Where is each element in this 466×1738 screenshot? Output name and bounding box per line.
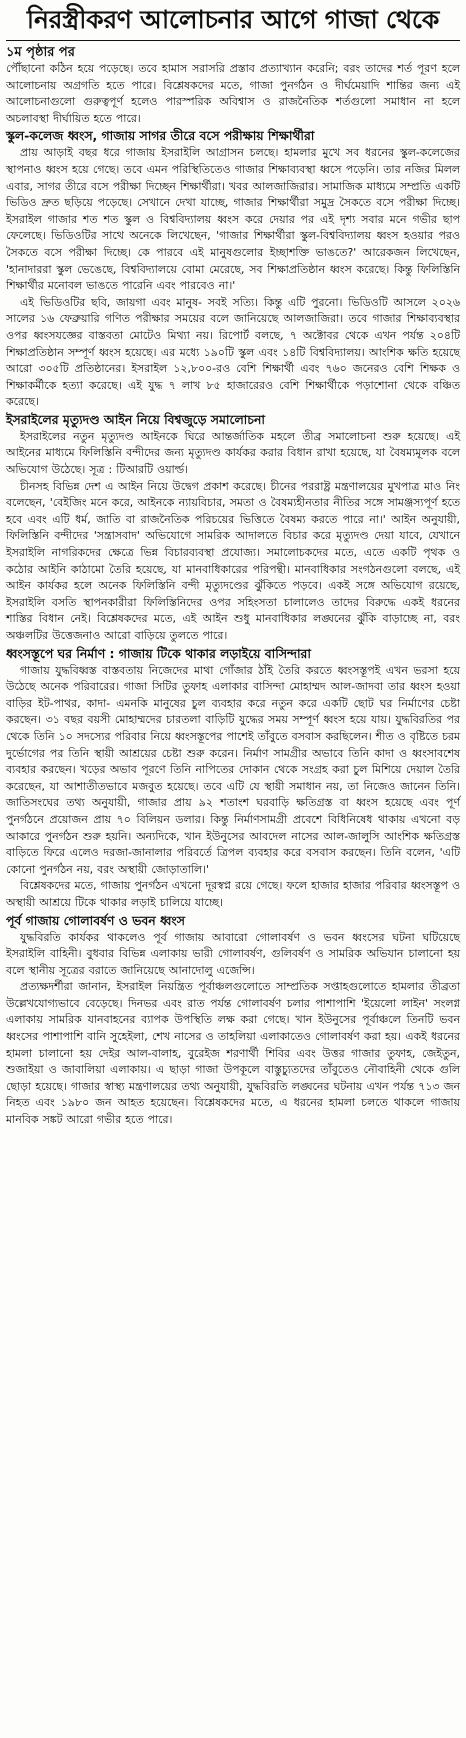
section-paragraph: চীনসহ বিভিন্ন দেশ এ আইন নিয়ে উদ্বেগ প্রকাশ করেছে। চীনের পররাষ্ট্র মন্ত্রণালয়ের মুখপাত্র মাও নিং বলেছেন, 'বেইজিং মনে করে, আইনকে ন্যায়বিচার, সমতা ও বৈষম্যহীনতার নীতির সঙ্গে সামঞ্জস্যপূর্ণ হতে হবে এবং এটি ধর্ম, জাতি বা রাজনৈতিক পরিচয়ের ভিত্তিতে বৈষম্য করতে পারে না।' আইন অনুযায়ী, ফিলিস্তিনি বন্দীদের 'সন্ত্রাসবাদ' অভিযোগে সামরিক আদালতে বিচার করে মৃত্যুদণ্ড দেয়া যাবে, যেখানে ইসরাইলি নাগরিকদের ক্ষেত্রে ভিন্ন বিচারব্যবস্থা প্রযোজ্য। সমালোচকদের মতে, এতে একটি পৃথক ও কঠোর আইনি কাঠামো তৈরি হয়েছে, যা মানবাধিকারের পরিপন্থী। মানবাধিকার সংগঠনগুলো বলছে, এই আইন কার্যকর হলে অনেক ফিলিস্তিনি বন্দী মৃত্যুদণ্ডের ঝুঁকিতে পড়বে। একই সঙ্গে অভিযোগ রয়েছে, ইসরাইলি বসতি স্থাপনকারীরা ফিলিস্তিনিদের ওপর সহিংসতা চালালেও তাদের বিরুদ্ধে একই ধরনের শাস্তির বিধান নেই। বিশ্লেষকদের মতে, এই আইন শুধু মানবাধিকার লঙ্ঘনের ঝুঁকি বাড়াচ্ছে না, বরং অঞ্চলটির উত্তেজনাও আরো বাড়িয়ে তুলতে পারে। <box>6 479 460 642</box>
section-paragraph: গাজায় যুদ্ধবিধ্বস্ত বাস্তবতায় নিজেদের মাথা গোঁজার ঠাঁই তৈরি করতে ধ্বংসস্তূপই এখন ভরসা হয়ে উঠেছে অনেক পরিবারের। গাজা সিটির তুফাহ এলাকার বাসিন্দা মোহাম্মদ আল-জাদবা তার ধ্বংস হওয়া বাড়ির ইট-পাথর, কাদা- এমনকি মানুষের চুল ব্যবহার করে নতুন করে একটি ছোট ঘর নির্মাণের চেষ্টা করছেন। ৩১ বছর বয়সী মোহাম্মদের চারতলা বাড়িটি যুদ্ধের সময় সম্পূর্ণ ধ্বংস হয়ে যায়। যুদ্ধবিরতির পর থেকে তিনি ১০ সদস্যের পরিবার নিয়ে ধ্বংসস্তূপের পাশেই তাঁবুতে বসবাস করছিলেন। শীত ও বৃষ্টিতে চরম দুর্ভোগের পর তিনি স্থায়ী আশ্রয়ের চেষ্টা শুরু করেন। নির্মাণ সামগ্রীর অভাবে তিনি কাদা ও ধ্বংসাবশেষ ব্যবহার করছেন। খড়ের অভাব পূরণে তিনি নাপিতের দোকান থেকে সংগ্রহ করা চুল মিশিয়ে দেয়াল তৈরি করেছেন, যা আশাতীতভাবে মজবুত হয়েছে। তবে এটি যে স্থায়ী সমাধান নয়, তা নিজেও জানেন তিনি। জাতিসংঘের তথ্য অনুযায়ী, গাজার প্রায় ৯২ শতাংশ ঘরবাড়ি ক্ষতিগ্রস্ত বা ধ্বংস হয়েছে এবং পূর্ণ পুনর্গঠনে প্রয়োজন প্রায় ৭০ বিলিয়ন ডলার। কিন্তু নির্মাণসামগ্রী প্রবেশে বিধিনিষেধ থাকায় এখনো বড় আকারে পুনর্গঠন শুরু হয়নি। অন্যদিকে, খান ইউনুসের আবদেল নাসের আল-জালুসি আংশিক ক্ষতিগ্রস্ত বাড়িতে ফিরে এলেও দরজা-জানালার পরিবর্তে ত্রিপল ব্যবহার করে বসবাস করছেন। তিনি বলেন, 'এটি কোনো পুনর্গঠন নয়, বরং অস্থায়ী জোড়াতালি।' <box>6 663 460 876</box>
article-headline: নিরস্ত্রীকরণ আলোচনার আগে গাজা থেকে <box>6 4 460 41</box>
section-subheading: স্কুল-কলেজ ধ্বংস, গাজায় সাগর তীরে বসে পরীক্ষায় শিক্ষার্থীরা <box>6 128 315 144</box>
section-paragraph: ইসরাইলের নতুন মৃত্যুদণ্ড আইনকে ঘিরে আন্তর্জাতিক মহলে তীব্র সমালোচনা শুরু হয়েছে। এই আইনের মাধ্যমে ফিলিস্তিনি বন্দীদের জন্য মৃত্যুদণ্ড কার্যকর করার বিধান রাখা হয়েছে, যা বৈষম্যমূলক বলে অভিযোগ উঠেছে। সূত্র : টিআরটি ওয়ার্ল্ড। <box>6 429 460 477</box>
section-subheading: পূর্ব গাজায় গোলাবর্ষণ ও ভবন ধ্বংস <box>6 912 185 928</box>
section-subheading: ইসরাইলের মৃত্যুদণ্ড আইন নিয়ে বিশ্বজুড়ে সমালোচনা <box>6 411 265 427</box>
section-paragraph: প্রায় আড়াই বছর ধরে গাজায় ইসরাইলি আগ্রাসন চলছে। হামলার মুখে সব ধরনের স্কুল-কলেজের স্থাপনাও ধ্বংস হয়ে গেছে। তবে এমন পরিস্থিতিতেও গাজার শিক্ষাব্যবস্থা ধ্বসে পড়েনি। তার নজির মিলল এবার, সাগর তীরে বসে পরীক্ষা দিচ্ছেন শিক্ষার্থীরা। খবর আলজাজিরার। সামাজিক মাধ্যমে সম্প্রতি একটি ভিডিও দ্রুত ছড়িয়ে পড়েছে। সেখানে দেখা যাচ্ছে, গাজার শিক্ষার্থীরা সমুদ্র সৈকতে বসে পরীক্ষা দিচ্ছে। ইসরাইল গাজার শত শত স্কুল ও বিশ্ববিদ্যালয় ধ্বংস করে দেয়ার পর এই দৃশ্য সবার মনে গভীর ছাপ ফেলেছে। ভিডিওটির সাথে অনেকে লিখেছেন, 'গাজার শিক্ষার্থীরা স্কুল-বিশ্ববিদ্যালয় ধ্বংস হওয়ার পরও সৈকতে বসে পরীক্ষা দিচ্ছে। কে পারবে এই মানুষগুলোর ইচ্ছাশক্তি ভাঙতে?' আরেকজন লিখেছেন, 'হানাদাররা স্কুল ভেঙেছে, বিশ্ববিদ্যালয়ে বোমা মেরেছে, সব শিক্ষাপ্রতিষ্ঠান ধ্বংস করেছে। কিন্তু ফিলিস্তিনি শিক্ষার্থীর মনোবল ভাঙতে পারেনি এবং পারবেও না।' <box>6 146 460 293</box>
section-subheading: ধ্বংসস্তূপে ঘর নির্মাণ : গাজায় টিকে থাকার লড়াইয়ে বাসিন্দারা <box>6 645 311 661</box>
intro-paragraph: পৌঁছানো কঠিন হয়ে পড়েছে। তবে হামাস সরাসরি প্রস্তাব প্রত্যাখ্যান করেনি; বরং তাদের শর্ত পূরণ হলে আলোচনায় অগ্রগতি হতে পারে। বিশ্লেষকদের মতে, গাজা পুনর্গঠন ও দীর্ঘমেয়াদি শান্তির জন্য এই আলোচনাগুলো গুরুত্বপূর্ণ হলেও পারস্পরিক অবিশ্বাস ও রাজনৈতিক শর্তগুলো সমাধান না হলে অচলাবস্থা দীর্ঘায়িত হতে পারে। <box>6 62 460 125</box>
section-paragraph: যুদ্ধবিরতি কার্যকর থাকলেও পূর্ব গাজায় আবারো গোলাবর্ষণ ও ভবন ধ্বংসের ঘটনা ঘটিয়েছে ইসরাইলি বাহিনী। বুধবার বিভিন্ন এলাকায় ভারী গোলাবর্ষণ, গুলিবর্ষণ ও সামরিক অভিযান চালানো হয় বলে স্থানীয় সূত্রের বরাতে জানিয়েছে আনাদোলু এজেন্সি। <box>6 930 460 977</box>
section-death-penalty-law <box>6 412 460 645</box>
section-education <box>6 128 460 411</box>
section-paragraph: প্রত্যক্ষদর্শীরা জানান, ইসরাইল নিয়ন্ত্রিত পূর্বাঞ্চলগুলোতে সাম্প্রতিক সপ্তাহগুলোতে হামলার তীব্রতা উল্লেখযোগ্যভাবে বেড়েছে। দিনভর এবং রাত পর্যন্ত গোলাবর্ষণ চলার পাশাপাশি 'ইয়েলো লাইন' সংলগ্ন এলাকায় সামরিক যানবাহনের ব্যাপক উপস্থিতি লক্ষ করা গেছে। খান ইউনুসের পূর্বাঞ্চলে তিনটি ভবন ধ্বংসের পাশাপাশি বানি সুহেইলা, শেখ নাসের ও তাহলিয়া এলাকাতেও গোলাবর্ষণ করা হয়। একই ধরনের হামলা চালানো হয় দেইর আল-বালাহ, বুরেইজ শরণার্থী শিবির এবং উত্তর গাজার তুফাহ, জেইতুন, শুজাইয়া ও জাবালিয়া এলাকায়। এ ছাড়া গাজা উপকূলে বাস্তুচ্যুতদের তাঁবুতেও নৌবাহিনী থেকে গুলি ছোড়া হয়েছে। গাজার স্বাস্থ্য মন্ত্রণালয়ের তথ্য অনুযায়ী, যুদ্ধবিরতি লঙ্ঘনের ঘটনায় এখন পর্যন্ত ৭১৩ জন নিহত এবং ১৯৮০ জন আহত হয়েছেন। বিশ্লেষকদের মতে, এ ধরনের হামলা চলতে থাকলে গাজায় মানবিক সঙ্কট আরো গভীর হতে পারে। <box>6 980 460 1127</box>
section-east-gaza-shelling <box>6 913 460 1129</box>
continued-from-label: ১ম পৃষ্ঠার পর <box>6 45 75 60</box>
section-rubble-homes <box>6 646 460 912</box>
section-paragraph: বিশ্লেষকদের মতে, গাজায় পুনর্গঠন এখনো দূরস্বপ্ন রয়ে গেছে। ফলে হাজার হাজার পরিবার ধ্বংসস্তূপ ও অস্থায়ী আশ্রয়ে টিকে থাকার লড়াই চালিয়ে যাচ্ছে। <box>6 879 460 909</box>
section-paragraph: এই ভিডিওটির ছবি, জায়গা এবং মানুষ- সবই সত্যি। কিন্তু এটি পুরনো। ভিডিওটি আসলে ২০২৬ সালের ১৬ ফেব্রুয়ারি গণিত পরীক্ষার সময়ের বলে জানিয়েছে আলজাজিরা। তবে গাজার শিক্ষাব্যবস্থার ওপর ধ্বংসযজ্ঞের বাস্তবতা মোটেও মিথ্যা নয়। রিপোর্ট বলছে, ৭ অক্টোবর থেকে এখন পর্যন্ত ২০৪টি শিক্ষাপ্রতিষ্ঠান সম্পূর্ণ ধ্বংস হয়েছে। এর মধ্যে ১৯০টি স্কুল এবং ১৪টি বিশ্ববিদ্যালয়। আংশিক ক্ষতি হয়েছে আরো ৩০৫টি প্রতিষ্ঠানের। ইসরাইল ১২,৮০০-রও বেশি শিক্ষার্থী এবং ৭৬০ জনেরও বেশি শিক্ষক ও শিক্ষাকর্মীকে হত্যা করেছে। এই যুদ্ধ ৭ লাখ ৮৫ হাজারেরও বেশি শিক্ষার্থীকে পড়াশোনা থেকে বঞ্চিত করেছে। <box>6 295 460 409</box>
